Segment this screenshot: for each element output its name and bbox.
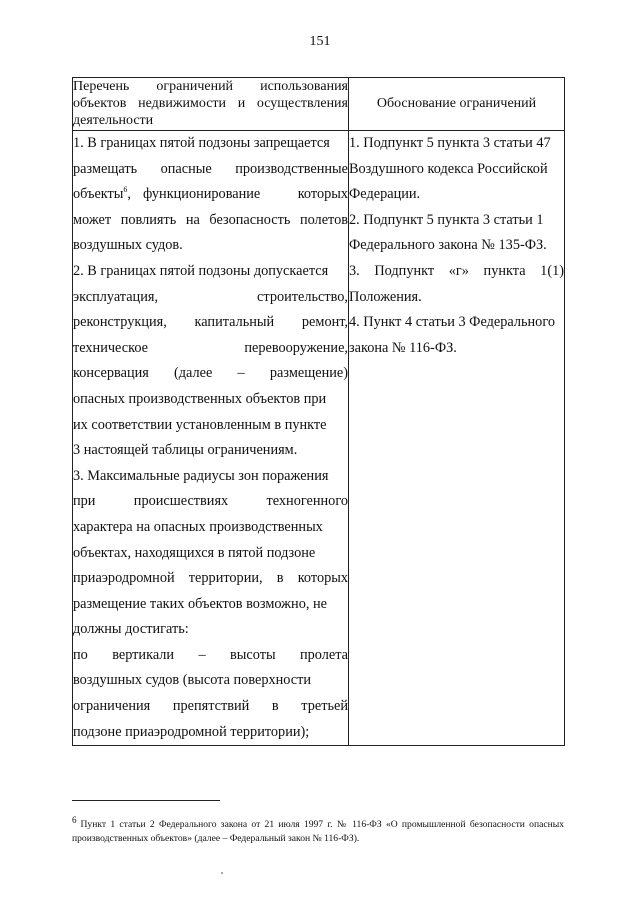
table-header-row	[73, 78, 565, 131]
text-line: 1. В границах пятой подзоны запрещается	[73, 135, 330, 151]
header-left-line: деятельности	[73, 113, 154, 128]
text-line: эксплуатация, строительство,	[73, 288, 348, 305]
restrictions-cell	[73, 131, 349, 746]
text-line: объектах, находящихся в пятой подзоне	[73, 544, 316, 561]
footnote-ref: 6	[123, 185, 128, 195]
text-line: должны достигать:	[73, 621, 189, 638]
text-line: Положения.	[349, 288, 422, 305]
footnote-divider	[72, 800, 220, 801]
text-line: 3 настоящей таблицы ограничениям.	[73, 442, 298, 459]
text-line: Воздушного кодекса Российской	[349, 160, 548, 177]
text-line: приаэродромной территории, в которых	[73, 570, 348, 587]
text-line: 2. Подпункт 5 пункта 3 статьи 1	[349, 211, 544, 228]
footnote-mark: 6	[72, 815, 77, 825]
header-left-line: Перечень ограничений использования	[73, 79, 348, 94]
table-row	[73, 131, 565, 746]
header-left-line: объектов недвижимости и осуществления	[73, 96, 348, 111]
text-line: характера на опасных производственных	[73, 518, 323, 535]
footnote	[72, 813, 564, 846]
text-line: размещение таких объектов возможно, не	[73, 595, 327, 612]
text-line: воздушных судов.	[73, 237, 183, 254]
text-line: 2. В границах пятой подзоны допускается	[73, 262, 329, 279]
text-line: консервация (далее – размещение)	[73, 365, 348, 382]
text-line: техническое перевооружение,	[73, 339, 348, 356]
footnote-text: Пункт 1 статьи 2 Федерального закона от 21 июля 1997 г. № 116-ФЗ «О промышленной безопасности опасных производственных объектов» (далее – Федеральный закон № 116-ФЗ).	[72, 819, 564, 845]
text-line: их соответствии установленным в пункте	[73, 416, 327, 433]
text-fragment: функционирование которых	[143, 186, 348, 203]
text-line: 4. Пункт 4 статьи 3 Федерального	[349, 314, 555, 331]
text-line: при происшествиях техногенного	[73, 493, 348, 510]
text-line: реконструкция, капитальный ремонт,	[73, 314, 348, 331]
text-line: 3. Подпункт «г» пункта 1(1)	[349, 262, 564, 279]
text-line: воздушных судов (высота поверхности	[73, 672, 312, 689]
text-line: подзоне приаэродромной территории);	[73, 723, 310, 740]
text-line: объекты$^6$, функционирование которых	[73, 182, 348, 208]
text-line: 1. Подпункт 5 пункта 3 статьи 47	[349, 135, 551, 151]
header-right-cell: Обоснование ограничений	[349, 78, 565, 131]
text-line: Федерации.	[349, 186, 421, 203]
text-line: закона № 116-ФЗ.	[349, 339, 457, 356]
restrictions-table	[72, 77, 565, 746]
text-line: может повлиять на безопасность полетов	[73, 211, 348, 228]
text-line: по вертикали – высоты пролета	[73, 646, 348, 663]
text-line: 3. Максимальные радиусы зон поражения	[73, 467, 329, 484]
justification-cell	[349, 131, 565, 746]
text-line: ограничения препятствий в третьей	[73, 698, 348, 715]
page-number: 151	[309, 34, 331, 49]
text-line: размещать опасные производственные	[73, 160, 348, 177]
header-left-cell	[73, 78, 349, 131]
text-line: Федерального закона № 135-ФЗ.	[349, 237, 547, 254]
text-fragment: объекты	[73, 186, 124, 203]
text-line: опасных производственных объектов при	[73, 390, 327, 407]
scan-speck	[221, 872, 223, 874]
